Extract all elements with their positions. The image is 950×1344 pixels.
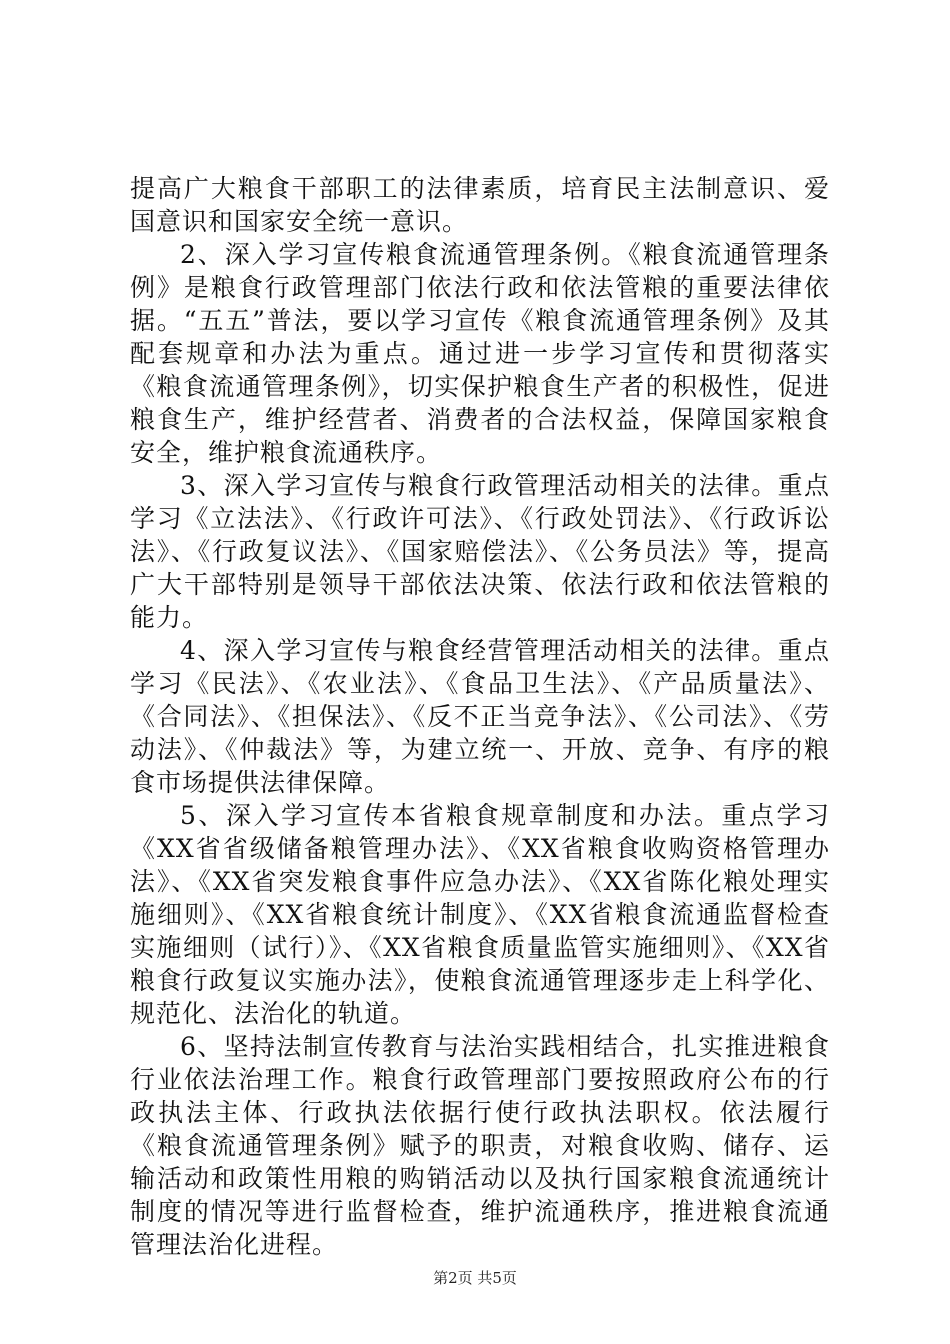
paragraph-continued: 提高广大粮食干部职工的法律素质，培育民主法制意识、爱国意识和国家安全统一意识。 — [130, 174, 830, 236]
paragraph-item-6: 6、坚持法制宣传教育与法治实践相结合，扎实推进粮食行业依法治理工作。粮食行政管理部门要按照政府公布的行政执法主体、行政执法依据行使行政执法职权。依法履行《粮食流通管理条例》赋予的职责，对粮食收购、储存、运输活动和政策性用粮的购销活动以及执行国家粮食流通统计制度的情况等进行监督检查，维护流通秩序，推进粮食流通管理法治化进程。 — [130, 1032, 830, 1259]
page-number-footer: 第2页 共5页 — [433, 1269, 517, 1287]
paragraph-item-4: 4、深入学习宣传与粮食经营管理活动相关的法律。重点学习《民法》、《农业法》、《食品卫生法》、《产品质量法》、《合同法》、《担保法》、《反不正当竞争法》、《公司法》、《劳动法》、《仲裁法》等，为建立统一、开放、竞争、有序的粮食市场提供法律保障。 — [130, 636, 830, 797]
document-body — [130, 172, 830, 1261]
paragraph-item-2: 2、深入学习宣传粮食流通管理条例。《粮食流通管理条例》是粮食行政管理部门依法行政和依法管粮的重要法律依据。“五五”普法，要以学习宣传《粮食流通管理条例》及其配套规章和办法为重点。通过进一步学习宣传和贯彻落实《粮食流通管理条例》，切实保护粮食生产者的积极性，促进粮食生产，维护经营者、消费者的合法权益，保障国家粮食安全，维护粮食流通秩序。 — [130, 240, 830, 467]
paragraph-item-5: 5、深入学习宣传本省粮食规章制度和办法。重点学习《XX省省级储备粮管理办法》、《XX省粮食收购资格管理办法》、《XX省突发粮食事件应急办法》、《XX省陈化粮处理实施细则》、《XX省粮食统计制度》、《XX省粮食流通监督检查实施细则（试行）》、《XX省粮食质量监管实施细则》、《XX省粮食行政复议实施办法》，使粮食流通管理逐步走上科学化、规范化、法治化的轨道。 — [130, 801, 830, 1028]
paragraph-item-3: 3、深入学习宣传与粮食行政管理活动相关的法律。重点学习《立法法》、《行政许可法》、《行政处罚法》、《行政诉讼法》、《行政复议法》、《国家赔偿法》、《公务员法》等，提高广大干部特别是领导干部依法决策、依法行政和依法管粮的能力。 — [130, 471, 830, 632]
